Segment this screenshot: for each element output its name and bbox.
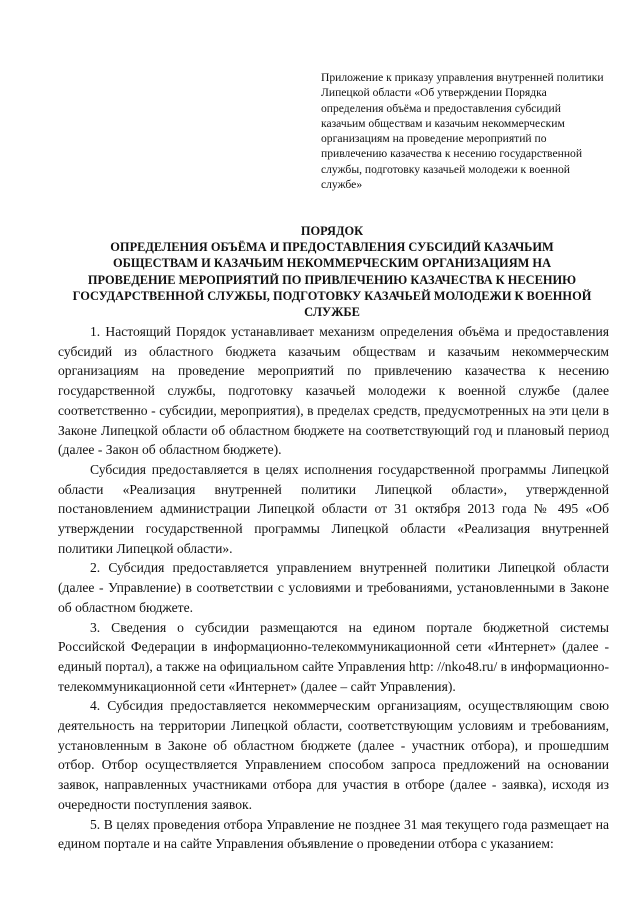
title-line: ПОРЯДОК: [300, 224, 364, 238]
title-line: СЛУЖБЕ: [304, 305, 360, 320]
annex-note: Приложение к приказу управления внутренней политики Липецкой области «Об утверждении Порядка определения объёма и предоставления субсидий казачьим обществам и казачьим некоммерческим организациям на проведение мероприятий по привлечению казачества к несению государственной службы, подготовку казачьей молодежи к военной службе»: [321, 71, 604, 192]
document-body: [58, 322, 609, 854]
paragraph-1: 1. Настоящий Порядок устанавливает механизм определения объёма и предоставления субсидий из областного бюджета казачьим обществам и казачьим некоммерческим организациям на проведение мероприятий по привлечению казачества к несению государственной службы, подготовку казачьей молодежи к военной службе (далее соответственно - субсидии, мероприятия), в пределах средств, предусмотренных на эти цели в Законе Липецкой области об областном бюджете на соответствующий год и плановый период (далее - Закон об областном бюджете).: [58, 324, 609, 458]
paragraph-2: 2. Субсидия предоставляется управлением внутренней политики Липецкой области (далее - Управление) в соответствии с условиями и требованиями, установленными в Законе об областном бюджете.: [58, 560, 609, 615]
title-line: ГОСУДАРСТВЕННОЙ СЛУЖБЫ, ПОДГОТОВКУ КАЗАЧЬЕЙ МОЛОДЕЖИ К ВОЕННОЙ: [72, 288, 592, 303]
document-title: [58, 223, 606, 320]
paragraph-5: 5. В целях проведения отбора Управление не позднее 31 мая текущего года размещает на едином портале и на сайте Управления объявление о проведении отбора с указанием:: [58, 816, 609, 852]
title-line: ОБЩЕСТВАМ И КАЗАЧЬИМ НЕКОММЕРЧЕСКИМ ОРГАНИЗАЦИЯМ НА: [112, 256, 552, 271]
paragraph-3: 3. Сведения о субсидии размещаются на едином портале бюджетной системы Российской Федерации в информационно-телекоммуникационной сети «Интернет» (далее - единый портал), а также на официальном сайте Управления http: //nko48.ru/ в информационно-телекоммуникационной сети «Интернет» (далее – сайт Управления).: [58, 619, 609, 694]
paragraph-4: 4. Субсидия предоставляется некоммерческим организациям, осуществляющим свою деятельность на территории Липецкой области, соответствующим условиям и требованиям, установленным в Законе об областном бюджете (далее - участник отбора), и прошедшим отбор. Отбор осуществляется Управлением способом запроса предложений на основании заявок, направленных участниками отбора для участия в отборе (далее - заявка), исходя из очередности поступления заявок.: [58, 698, 609, 812]
paragraph-purpose: Субсидия предоставляется в целях исполнения государственной программы Липецкой области «Реализация внутренней политики Липецкой области», утвержденной постановлением администрации Липецкой области от 31 октября 2013 года № 495 «Об утверждении государственной программы Липецкой области «Реализация внутренней политики Липецкой области».: [58, 461, 609, 556]
title-line: ОПРЕДЕЛЕНИЯ ОБЪЁМА И ПРЕДОСТАВЛЕНИЯ СУБСИДИЙ КАЗАЧЬИМ: [110, 240, 554, 255]
title-line: ПРОВЕДЕНИЕ МЕРОПРИЯТИЙ ПО ПРИВЛЕЧЕНИЮ КАЗАЧЕСТВА К НЕСЕНИЮ: [87, 272, 577, 287]
